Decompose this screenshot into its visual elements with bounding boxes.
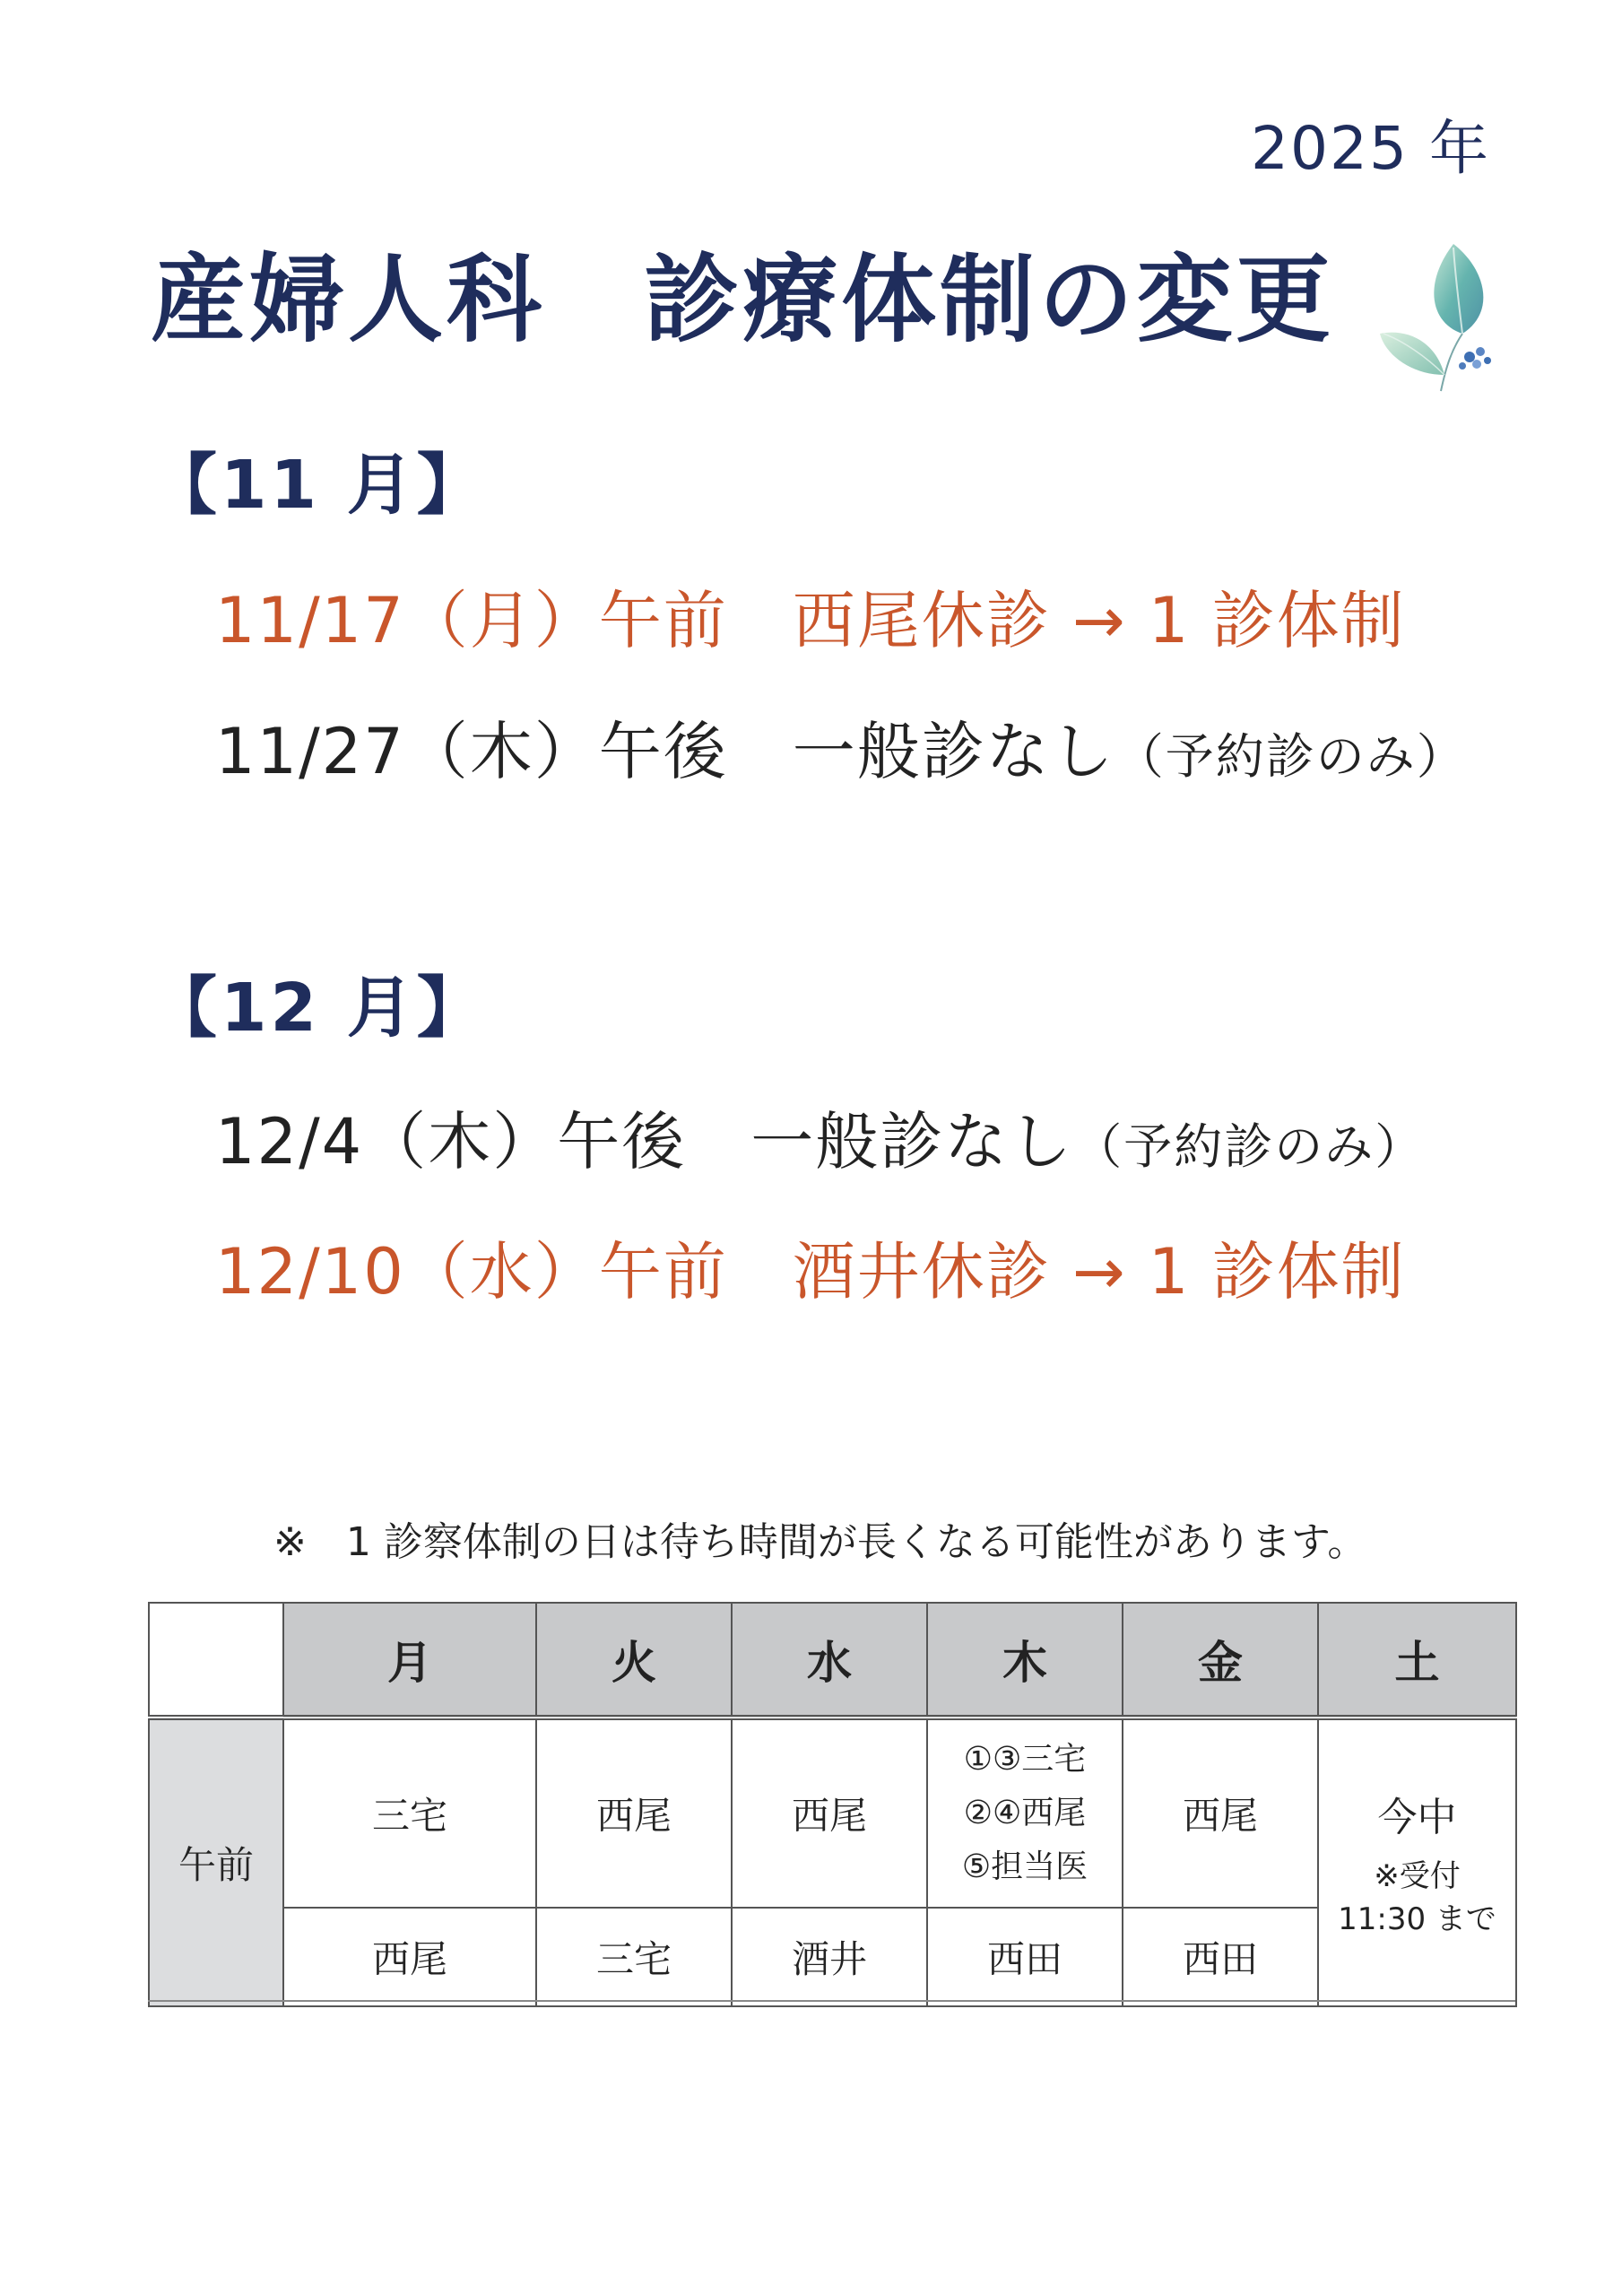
cell-wed-2: 酒井 [732, 1908, 927, 2006]
page-title: 産婦人科 診療体制の変更 [151, 245, 1334, 355]
cell-mon-2: 西尾 [283, 1908, 536, 2006]
cell-mon-1: 三宅 [283, 1718, 536, 1908]
day-header-tue: 火 [536, 1603, 732, 1718]
november-entry-2 [215, 701, 1467, 792]
entry-text: 11/27（木）午後 一般診なし [215, 715, 1115, 788]
entry-text: 11/17（月）午前 西尾休診 → 1 診体制 [215, 584, 1406, 657]
november-heading: 【11 月】 [151, 447, 487, 524]
day-header-wed: 水 [732, 1603, 927, 1718]
cell-sat [1318, 1718, 1516, 2006]
cell-wed-1: 西尾 [732, 1718, 927, 1908]
sat-note-2: 11:30 まで [1338, 1901, 1496, 1937]
cell-fri-1: 西尾 [1123, 1718, 1318, 1908]
leaf-icon [1376, 240, 1502, 393]
day-header-sat: 土 [1318, 1603, 1516, 1718]
year-label: 2025 年 [1251, 114, 1490, 183]
schedule-corner-cell [149, 1603, 283, 1718]
sat-note-1: ※受付 [1374, 1858, 1461, 1894]
schedule-row-1 [149, 1718, 1516, 1908]
cell-tue-1: 西尾 [536, 1718, 732, 1908]
entry-text: 12/4（木）午後 一般診なし [215, 1105, 1074, 1178]
thu-line-2: ②④西尾 [963, 1795, 1087, 1831]
thu-line-1: ①③三宅 [963, 1741, 1087, 1778]
entry-small-text: （予約診のみ） [1115, 728, 1467, 785]
sat-doctor: 今中 [1377, 1795, 1457, 1840]
row-label-morning: 午前 [149, 1718, 283, 2006]
cell-fri-2: 西田 [1123, 1908, 1318, 2006]
december-entry-2 [215, 1222, 1406, 1312]
thu-line-3: ⑤担当医 [961, 1848, 1089, 1885]
cell-thu-2: 西田 [927, 1908, 1123, 2006]
schedule-table [148, 1602, 1517, 2007]
december-heading: 【12 月】 [151, 970, 487, 1047]
entry-small-text: （予約診のみ） [1073, 1118, 1426, 1175]
cell-thu-1 [927, 1718, 1123, 1908]
table-bottom-rule [148, 2000, 1515, 2005]
november-entry-1 [215, 570, 1406, 661]
waiting-time-note: ※ 1 診察体制の日は待ち時間が長くなる可能性があります。 [273, 1519, 1367, 1565]
day-header-fri: 金 [1123, 1603, 1318, 1718]
day-header-mon: 月 [283, 1603, 536, 1718]
schedule-header-row [149, 1603, 1516, 1718]
schedule-row-2 [149, 1908, 1516, 2006]
cell-tue-2: 三宅 [536, 1908, 732, 2006]
december-entry-1 [215, 1091, 1425, 1182]
entry-text: 12/10（水）午前 酒井休診 → 1 診体制 [215, 1235, 1406, 1309]
day-header-thu: 木 [927, 1603, 1123, 1718]
